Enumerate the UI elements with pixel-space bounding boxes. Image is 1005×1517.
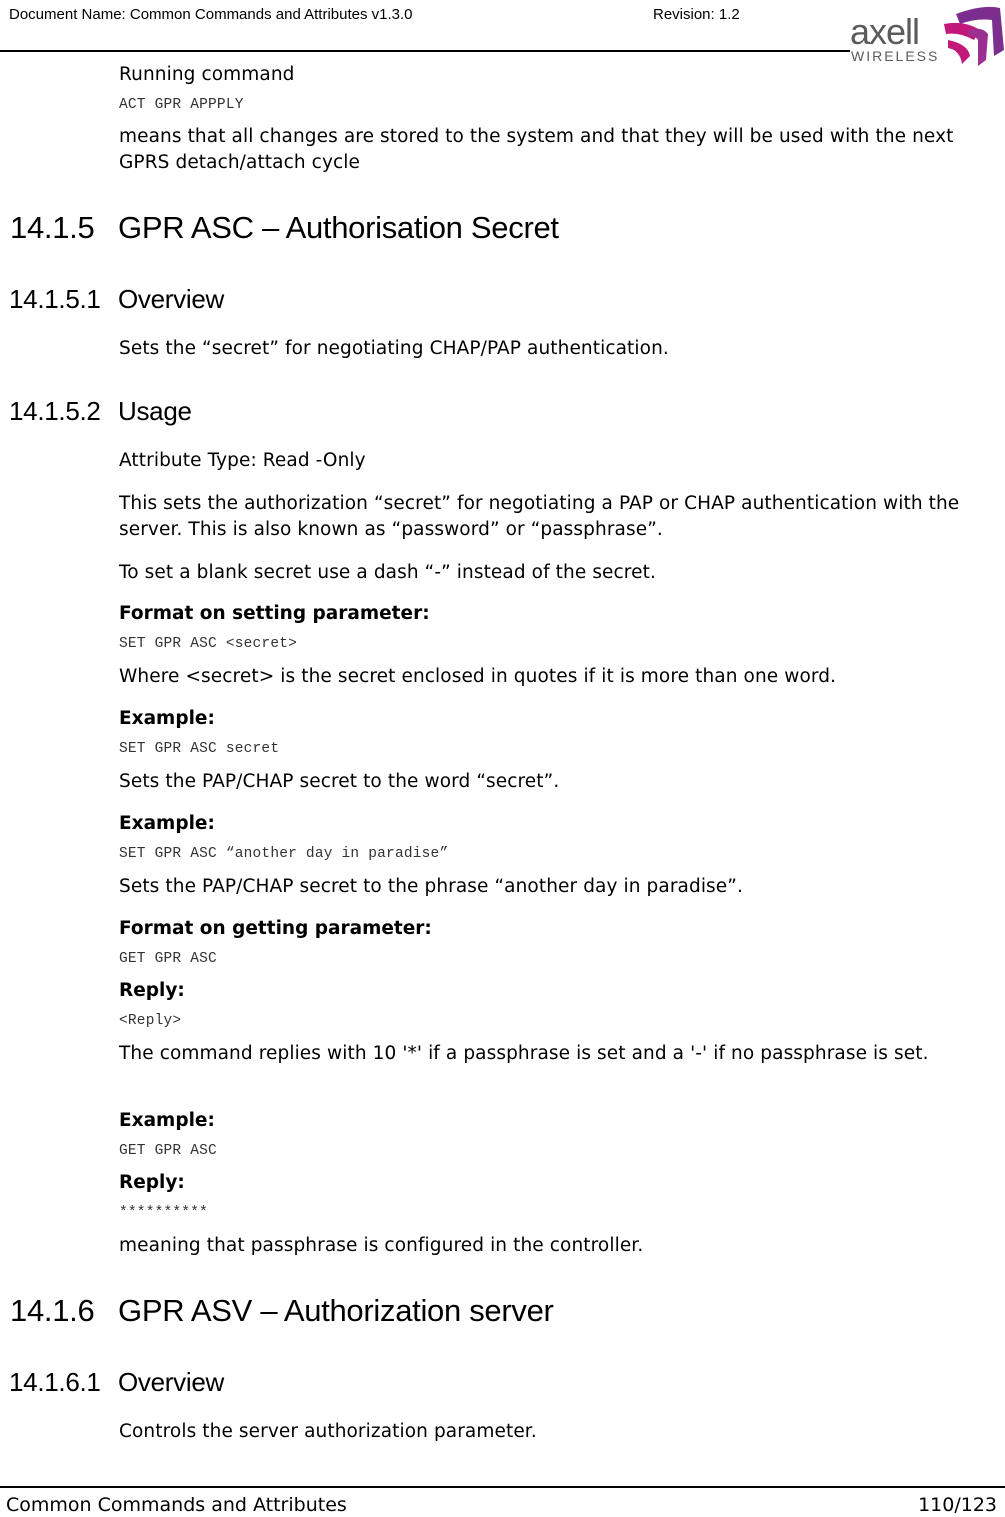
- blank-secret-note: To set a blank secret use a dash “-” instead of the secret.: [119, 562, 656, 583]
- subsection-number: 14.1.5.2: [9, 396, 101, 426]
- example-command: SET GPR ASC “another day in paradise”: [119, 846, 449, 862]
- intro-description: means that all changes are stored to the system and that they will be used with the next GPRS detach/attach cycle: [119, 126, 954, 173]
- document-name: Document Name: Common Commands and Attributes v1.3.0: [9, 6, 413, 23]
- footer-divider: [0, 1486, 1005, 1488]
- section-title: GPR ASC – Authorisation Secret: [118, 210, 559, 245]
- example-note: meaning that passphrase is configured in the controller.: [119, 1235, 644, 1256]
- subsection-title: Usage: [118, 396, 192, 426]
- subsection-number: 14.1.6.1: [9, 1367, 101, 1397]
- set-format-command: SET GPR ASC <secret>: [119, 636, 298, 652]
- section-heading-asv: [10, 1293, 554, 1329]
- footer-title: Common Commands and Attributes: [6, 1494, 347, 1516]
- header-divider: [0, 50, 850, 52]
- subsection-title: Overview: [118, 1367, 224, 1397]
- running-command-label: Running command: [119, 64, 295, 85]
- reply-value: **********: [119, 1205, 209, 1221]
- svg-text:axell: axell: [850, 11, 920, 52]
- example-note: Sets the PAP/CHAP secret to the word “secret”.: [119, 771, 560, 792]
- subsection-heading-usage: [9, 396, 192, 427]
- get-format-label: Format on getting parameter:: [119, 918, 432, 939]
- example-label: Example:: [119, 708, 215, 729]
- command-code: ACT GPR APPPLY: [119, 97, 244, 113]
- set-format-label: Format on setting parameter:: [119, 603, 430, 624]
- subsection-number: 14.1.5.1: [9, 284, 101, 314]
- subsection-title: Overview: [118, 284, 224, 314]
- example-label: Example:: [119, 813, 215, 834]
- section-title: GPR ASV – Authorization server: [118, 1293, 554, 1328]
- revision: Revision: 1.2: [653, 6, 740, 23]
- usage-description: This sets the authorization “secret” for negotiating a PAP or CHAP authentication with the server. This is also known as “password” or “passphrase”.: [119, 493, 960, 540]
- subsection-heading-overview: [9, 284, 224, 315]
- set-format-note: Where <secret> is the secret enclosed in quotes if it is more than one word.: [119, 666, 837, 687]
- example-note: Sets the PAP/CHAP secret to the phrase “another day in paradise”.: [119, 876, 743, 897]
- get-format-command: GET GPR ASC: [119, 951, 217, 967]
- overview-text: Controls the server authorization parameter.: [119, 1421, 537, 1442]
- svg-text:WIRELESS: WIRELESS: [851, 48, 940, 64]
- reply-label: Reply:: [119, 1172, 185, 1193]
- overview-text: Sets the “secret” for negotiating CHAP/PAP authentication.: [119, 338, 669, 359]
- attribute-type: Attribute Type: Read -Only: [119, 450, 366, 471]
- axell-wireless-logo-icon: [848, 0, 1005, 68]
- reply-value: <Reply>: [119, 1013, 182, 1029]
- subsection-heading-overview: [9, 1367, 224, 1398]
- example-command: SET GPR ASC secret: [119, 741, 280, 757]
- example-command: GET GPR ASC: [119, 1143, 217, 1159]
- reply-note: The command replies with 10 '*' if a passphrase is set and a '-' if no passphrase is set.: [119, 1043, 929, 1064]
- reply-label: Reply:: [119, 980, 185, 1001]
- section-number: 14.1.5: [10, 210, 95, 245]
- example-label: Example:: [119, 1110, 215, 1131]
- section-number: 14.1.6: [10, 1293, 95, 1328]
- page-number: 110/123: [918, 1494, 997, 1516]
- section-heading-asc: [10, 210, 559, 246]
